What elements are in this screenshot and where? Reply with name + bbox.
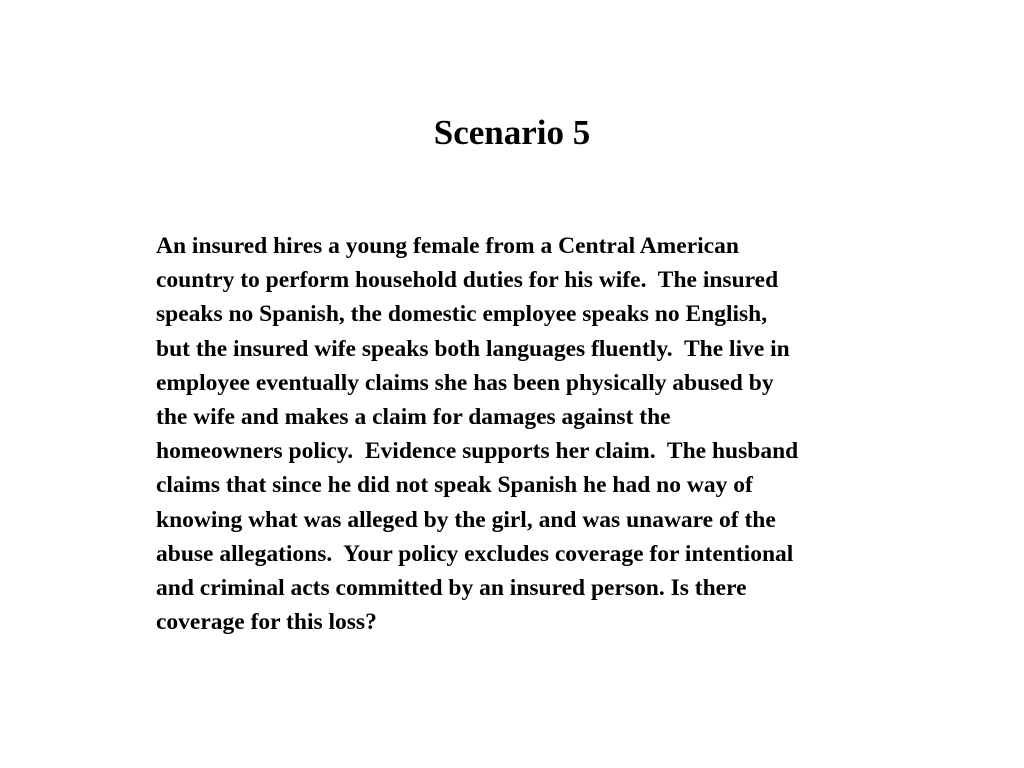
body-line: speaks no Spanish, the domestic employee speaks no English, xyxy=(156,301,768,328)
body-line: country to perform household duties for his wife. The insured xyxy=(156,267,779,294)
body-line: employee eventually claims she has been physically abused by xyxy=(156,369,774,396)
body-line: abuse allegations. Your policy excludes coverage for intentional xyxy=(156,540,794,567)
body-line: knowing what was alleged by the girl, and was unaware of the xyxy=(156,506,776,533)
scenario-body xyxy=(156,229,956,639)
body-line: but the insured wife speaks both languages fluently. The live in xyxy=(156,335,790,362)
body-line: homeowners policy. Evidence supports her claim. The husband xyxy=(156,438,799,465)
body-line: An insured hires a young female from a Central American xyxy=(156,233,739,259)
body-line: and criminal acts committed by an insured person. Is there xyxy=(156,575,747,602)
body-line: coverage for this loss? xyxy=(156,609,377,636)
slide-title: Scenario 5 xyxy=(433,113,591,152)
body-line: claims that since he did not speak Spanish he had no way of xyxy=(156,472,753,499)
body-line: the wife and makes a claim for damages against the xyxy=(156,404,671,431)
